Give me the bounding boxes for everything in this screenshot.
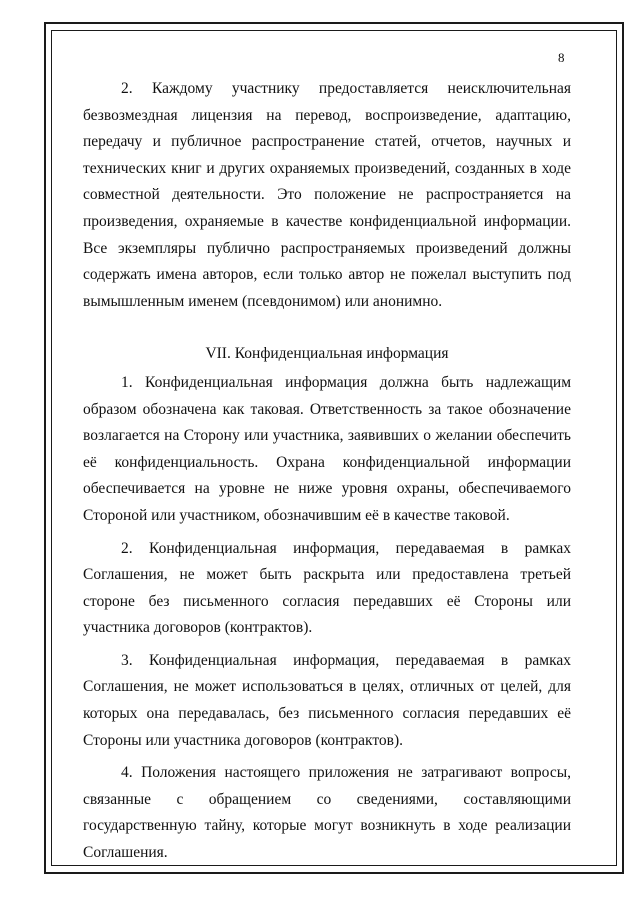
paragraph-confidential-1: 1. Конфиденциальная информация должна быть надлежащим образом обозначена как таковая. Ответственность за такое обозначение возлагается на Сторону или участника, заявивших о желании обеспечить её конфиденциальность. Охрана конфиденциальной информации обеспечивается на уровне не ниже уровня охраны, обеспечиваемого Стороной или участником, обозначившим её в качестве таковой. xyxy=(83,373,571,524)
document-body xyxy=(83,76,571,867)
page-number: 8 xyxy=(558,50,565,65)
paragraph-confidential-2: 2. Конфиденциальная информация, передаваемая в рамках Соглашения, не может быть раскрыта или предоставлена третьей стороне без письменного согласия передавших её Стороны или участника договоров (контрактов). xyxy=(83,539,571,637)
section-heading: VII. Конфиденциальная информация xyxy=(205,345,449,363)
paragraph-confidential-4: 4. Положения настоящего приложения не затрагивают вопросы, связанные с обращением со сведениями, составляющими государственную тайну, которые могут возникнуть в ходе реализации Соглашения. xyxy=(83,764,571,862)
paragraph-confidential-3: 3. Конфиденциальная информация, передаваемая в рамках Соглашения, не может использоваться в целях, отличных от целей, для которых она передавалась, без письменного согласия передавших её Стороны или участника договоров (контрактов). xyxy=(83,651,571,749)
paragraph-license: 2. Каждому участнику предоставляется неисключительная безвозмездная лицензия на перевод, воспроизведение, адаптацию, передачу и публичное распространение статей, отчетов, научных и технических книг и других охраняемых произведений, созданных в ходе совместной деятельности. Это положение не распространяется на произведения, охраняемые в качестве конфиденциальной информации. Все экземпляры публично распространяемых произведений должны содержать имена авторов, если только автор не пожелал выступить под вымышленным именем (псевдонимом) или анонимно. xyxy=(83,80,571,310)
